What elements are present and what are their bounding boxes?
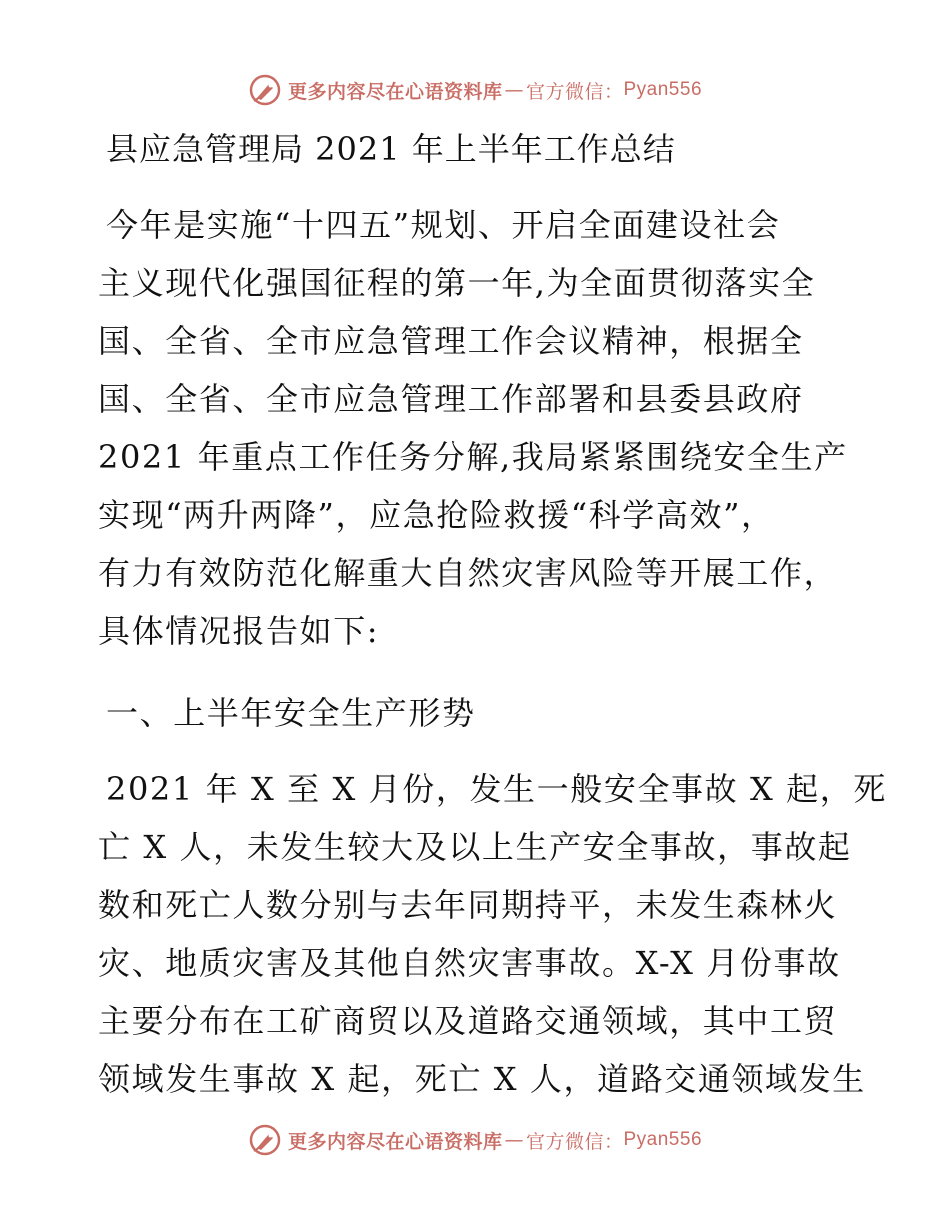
paragraph-line: 2021 年重点工作任务分解,我局紧紧围绕安全生产 — [98, 438, 848, 476]
section-heading: 一、上半年安全生产形势 — [106, 694, 476, 732]
pen-nib-logo-icon — [248, 1123, 282, 1157]
document-title: 县应急管理局 2021 年上半年工作总结 — [106, 130, 676, 168]
paragraph-line: 亡 X 人，未发生较大及以上生产安全事故，事故起 — [98, 828, 852, 866]
paragraph-line: 主要分布在工矿商贸以及道路交通领域，其中工贸 — [98, 1002, 838, 1040]
paragraph-line: 主义现代化强国征程的第一年,为全面贯彻落实全 — [98, 264, 816, 302]
paragraph-line: 灾、地质灾害及其他自然灾害事故。X-X 月份事故 — [98, 944, 841, 982]
watermark-wechat-label: 官方微信： — [525, 80, 624, 103]
watermark-dash: — — [504, 1129, 524, 1151]
paragraph-line: 国、全省、全市应急管理工作会议精神，根据全 — [98, 322, 804, 360]
paragraph-line: 2021 年 X 至 X 月份，发生一般安全事故 X 起，死 — [106, 770, 887, 808]
watermark-account: Pyan556 — [623, 79, 703, 100]
paragraph-line: 具体情况报告如下: — [98, 612, 380, 650]
watermark-dash: — — [504, 79, 524, 101]
watermark-account: Pyan556 — [623, 1129, 703, 1150]
section1-paragraph — [98, 760, 887, 1108]
paragraph-line: 有力有效防范化解重大自然灾害风险等开展工作， — [98, 554, 838, 592]
intro-paragraph — [98, 196, 858, 660]
watermark-brand: 更多内容尽在心语资料库 — [287, 1130, 503, 1153]
watermark-wechat-label: 官方微信： — [525, 1130, 624, 1153]
watermark-brand: 更多内容尽在心语资料库 — [287, 80, 503, 103]
paragraph-line: 数和死亡人数分别与去年同期持平，未发生森林火 — [98, 886, 838, 924]
paragraph-line: 领域发生事故 X 起，死亡 X 人，道路交通领域发生 — [98, 1060, 866, 1098]
paragraph-line: 国、全省、全市应急管理工作部署和县委县政府 — [98, 380, 804, 418]
paragraph-line: 今年是实施“十四五”规划、开启全面建设社会 — [106, 206, 781, 244]
document-body — [98, 120, 887, 1108]
paragraph-line: 实现“两升两降”，应急抢险救援“科学高效”， — [98, 496, 775, 534]
pen-nib-logo-icon — [248, 73, 282, 107]
watermark-footer — [0, 1120, 950, 1160]
watermark-header — [0, 70, 950, 110]
